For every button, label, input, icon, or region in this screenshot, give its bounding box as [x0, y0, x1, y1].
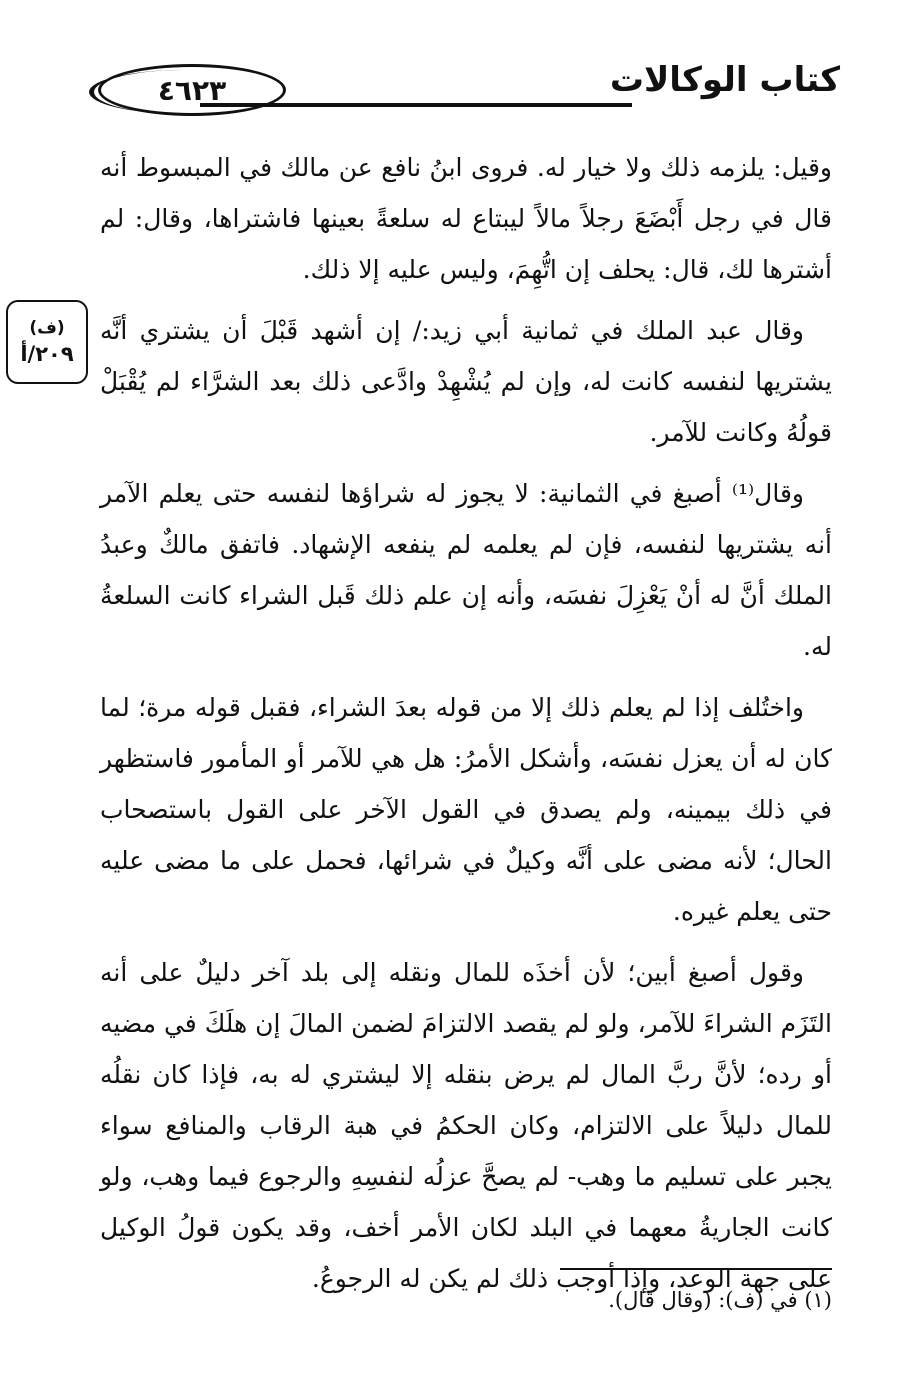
- page-number: ٤٦٢٣: [157, 73, 227, 107]
- page-header: [90, 58, 840, 118]
- paragraph-1: وقيل: يلزمه ذلك ولا خيار له. فروى ابنُ نافع عن مالك في المبسوط أنه قال في رجل أَبْضَعَ رجلاً مالاً ليبتاع له سلعةً بعينها فاشتراها، وقال: لم أشترها لك، قال: يحلف إن اتُّهِمَ، وليس عليه إلا ذلك.: [100, 153, 832, 284]
- paragraph-4: واختُلف إذا لم يعلم ذلك إلا من قوله بعدَ الشراء، فقبل قوله مرة؛ لما كان له أن يعزل نفسَه، وأشكل الأمرُ: هل هي للآمر أو المأمور فاستظهر في ذلك بيمينه، ولم يصدق في القول الآخر على القول باستصحاب الحال؛ لأنه مضى على أنَّه وكيلٌ في شرائها، فحمل على ما مضى عليه حتى يعلم غيره.: [100, 693, 832, 926]
- manuscript-siglum: (ف): [29, 318, 65, 338]
- manuscript-folio-note: [6, 300, 88, 384]
- page-number-frame: [98, 64, 286, 116]
- paragraph-3: وقال⁽¹⁾ أصبغ في الثمانية: لا يجوز له شراؤها لنفسه حتى يعلم الآمر أنه يشتريها لنفسه، فإن لم يعلمه لم ينفعه الإشهاد. فاتفق مالكٌ وعبدُ الملك أنَّ له أنْ يَعْزِلَ نفسَه، وأنه إن علم ذلك قَبل الشراء كانت السلعةُ له.: [100, 479, 832, 661]
- folio-number: ٢٠٩/أ: [20, 342, 74, 366]
- main-text: [100, 142, 832, 1314]
- chapter-title: كتاب الوكالات: [609, 60, 840, 100]
- footnote-separator: [560, 1268, 832, 1270]
- paragraph-2: وقال عبد الملك في ثمانية أبي زيد:/ إن أشهد قَبْلَ أن يشتري أنَّه يشتريها لنفسه كانت له، وإن لم يُشْهِدْ وادَّعى ذلك بعد الشرَّاء لم يُقْبَلْ قولُهُ وكانت للآمر.: [100, 316, 832, 447]
- paragraph-5: وقول أصبغ أبين؛ لأن أخذَه للمال ونقله إلى بلد آخر دليلٌ على أنه التَزَم الشراءَ للآمر، ولو لم يقصد الالتزامَ لضمن المالَ إن هلَكَ في مضيه أو رده؛ لأنَّ ربَّ المال لم يرض بنقله إلا ليشتري له به، فإذا كان نقلُه للمال دليلاً على الالتزام، وكان الحكمُ في هبة الرقاب والمنافع سواء يجبر على تسليم ما وهب- لم يصحَّ عزلُه لنفسِهِ والرجوع فيما وهب، ولو كانت الجاريةُ معهما في البلد لكان الأمر أخف، وقد يكون قولُ الوكيل على جهة الوعد، وإذا أوجب ذلك لم يكن له الرجوعُ.: [100, 958, 832, 1293]
- footnote-1: (١) في (ف): (وقال قال).: [608, 1288, 832, 1312]
